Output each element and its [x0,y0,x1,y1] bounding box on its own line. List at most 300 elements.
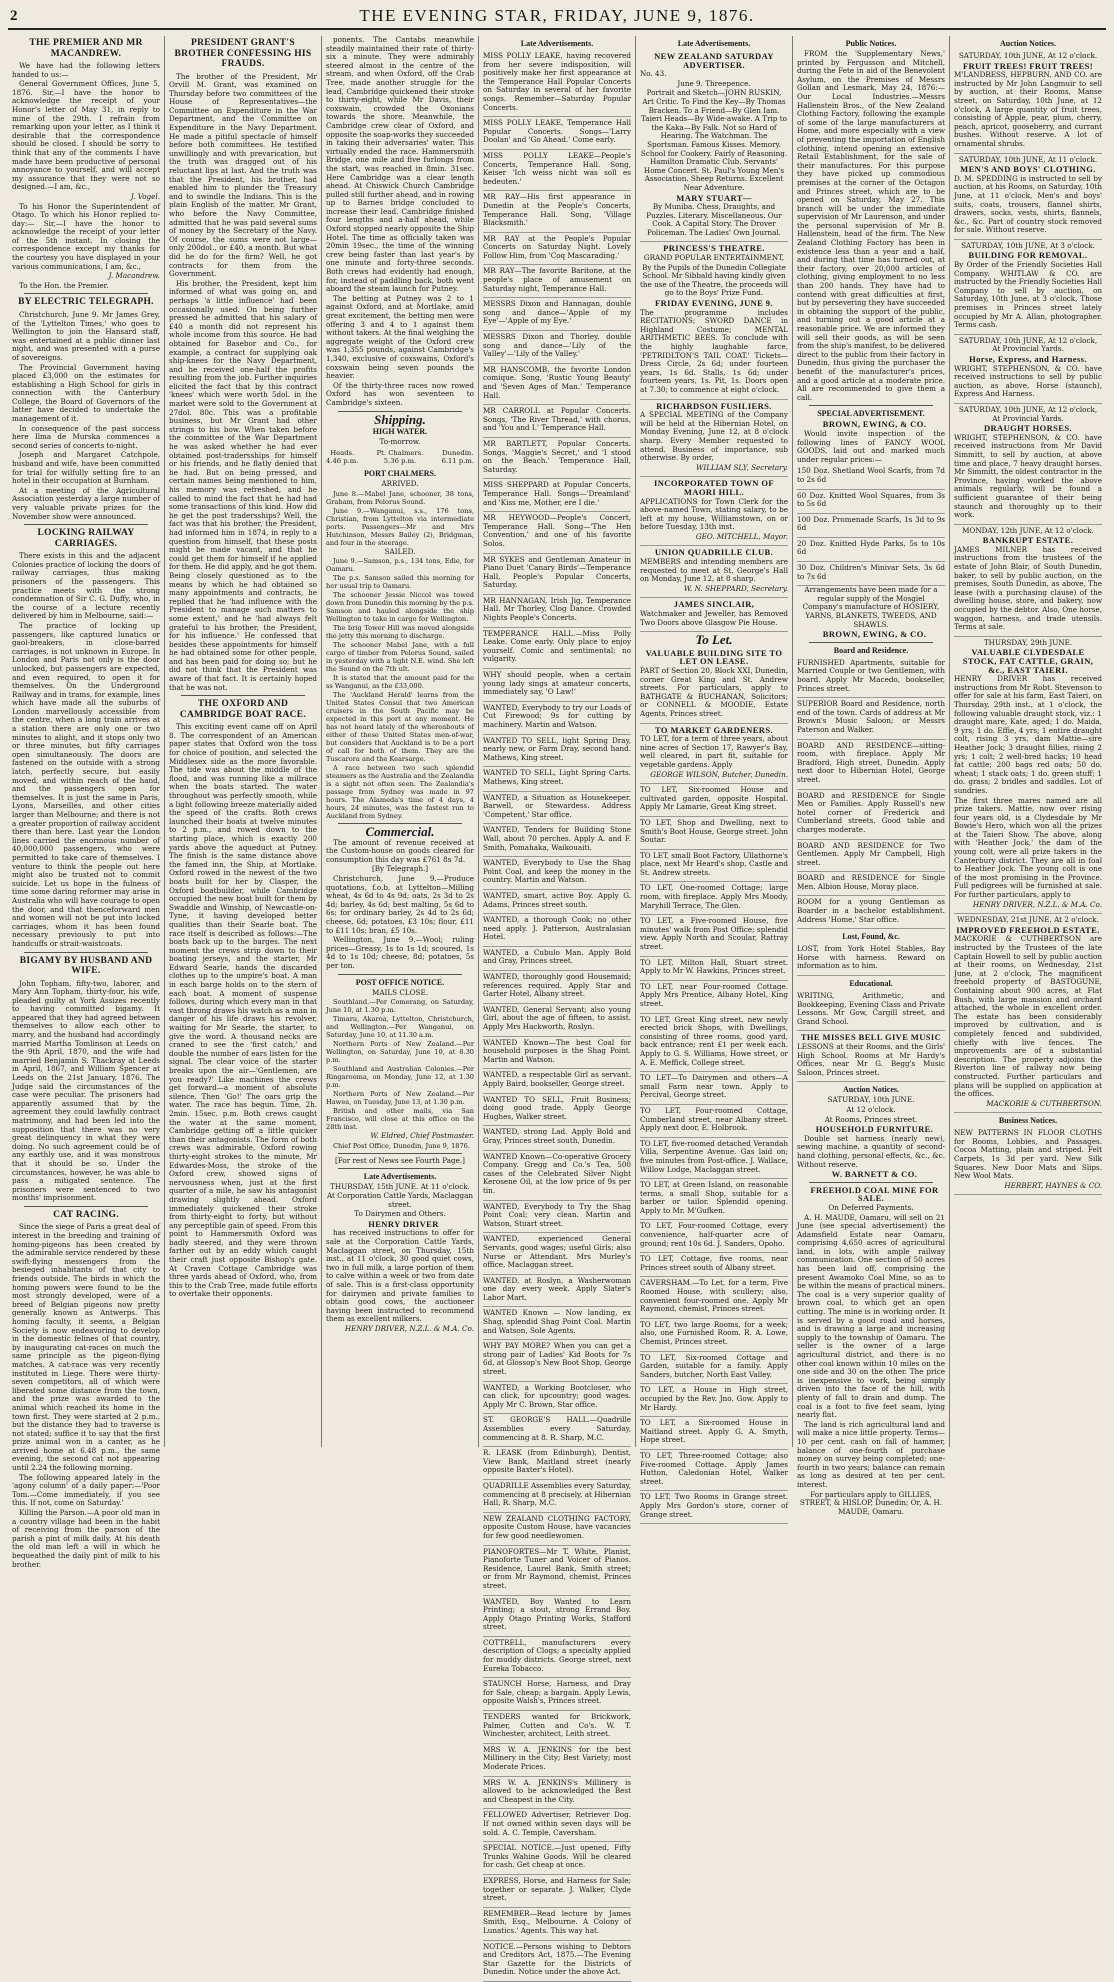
ad-body: MESSRS Dixon and Hannagan, double song and dance—'Apple of my Eye'—'Apple of my Eye.' [483,299,631,326]
paragraph: The practice of locking up passengers, like captured lunatics or gaol-breakers, in close-barred carriages, is not unknown in Europe. In London and Paris not only is the door unlocked, but passengers are expected, and even required, to open it for themselves. On the Underground Railway and in trams, for example, lines which have made all the suburbs of London marvellously accessible from the centre, when a long train arrives at a station there are only one or two minutes to alight, and it stops only two or three minutes, but fifty carriages open simultaneously. The doors are fastened on the outside with a strong latch, perfectly secure, but easily moved, and within reach of the hand, and the passengers open for themselves. It is just the same in Paris, Lyons, Marseilles, and other cities larger than Melbourne; and there is not a greater proportion of railway accident there than here. Last year the London lines carried the enormous number of 40,000,000 passengers, who were permitted to take care of themselves. I venture to think the people out here might also be trusted not to commit suicide. Let us hope in the fulness of time some daring reformer may arise in Australia who will have courage to open the door, and that thenceforward men and women will not be put into locked carriages, whom it has been found necessary previously to put into handcuffs or strait-waistcoats. [12,620,160,948]
ship-news: The p.s. Samson sailed this morning for her usual trip to Oamaru. [326,574,474,591]
ad-freehold [954,914,1102,1113]
subhead-public-notices: Public Notices. [845,39,897,48]
ad-body: LESSONS at their Rooms, and the Girls' High School. Rooms at Mr Hardy's Offices, near Mr G. Begg's Music Saloon, Princes street. [797,1042,945,1077]
ad-number: No. 43. [640,69,667,79]
classified-ad [483,150,631,191]
ad-body: MEMBERS and intending members are requested to meet at St. George's Hall on Monday, June 12, at 8 sharp. [640,557,788,584]
ad-body: TO LET, near Four-roomed Cottage. Apply Mrs Prentice, Albany Hotel, King street. [640,981,788,1008]
mail-notice: Southland.—Per Comerang, on Saturday, June 10, at 1.30 p.m. [326,998,474,1015]
classified-ad [483,702,631,735]
tide-day: To-morrow. [379,437,421,447]
classified-ad [483,595,631,628]
ad-body: ROOM for a young Gentleman as Boarder in a bachelor establishment. Address 'Home,' Star office. [797,897,945,924]
to-let-ad [640,981,788,1014]
ship-news: The schooner Mabel Jane, with a full cargo of timber from Pelorus Sound, sailed in yesterday with a light N.E. wind. She left the Sound on the 7th ult. [326,641,474,674]
wool-goods-item [797,562,945,586]
signature: HENRY DRIVER, N.Z.L. & M.A. Co. [344,1323,474,1333]
classified-ad [483,1596,631,1637]
ad-body: PART of Section 20, Block XXI, Dunedin, corner Great King and St. Andrew streets. For particulars, apply to BATHGATE & BUCHANAN, Solicitors; or CONNELL & MOODIE, Estate Agents, Princes street. [640,666,788,718]
classified-ad [483,265,631,298]
ad-body: WANTED, experienced General Servants, good wages; useful Girls; also Nurse or Attendant. Mrs Murley's office, Maclaggan street. [483,1234,631,1270]
ad-body: A. H. MAUDE, Oamaru, will sell on 21 June (see special advertisement) the Adamsfield Estate near Oamaru, comprising 4,650 acres of agricultural land, in lots, with ample railway communication. One section of 50 acres has been laid off, comprising the present Awamoko Coal Mine, so as to be within the means of practical miners. The coal is a very superior quality of brown coal, to which get an open cutting. The mine is in working order. It is served by a good road and horses, and is drawing a large and increasing supply to the township of Oamaru. The seller is the owner of a large agricultural district, and there is no other coal known within 10 miles on the one side and 30 on the other. The price is inexpensive to work, being simply driven into the face of the hill, with plenty of fall to drain and dump. The coal is a foot to five feet seam, lying nearly flat. [797,1212,945,1420]
subhead-port: PORT CHALMERS. [363,468,437,478]
ad-clydesdale [954,637,1102,914]
ad-body: By the Pupils of the Dunedin Collegiate School. Mr Sibbald having kindly given the use of the Theatre, the proceeds will go to the Boys' Prize Fund. [640,262,788,298]
classified-ad [483,1908,631,1941]
label-mails-close: MAILS CLOSE. [372,987,428,997]
ad-body: MR RAY at the People's Popular Concerts on Saturday Night. Lovely Follow Him, from 'Coq Mascarading.' [483,233,631,260]
news-continued: [For rest of News see Fourth Page.] [335,1155,465,1165]
ad-auctioneer: HENRY DRIVER [368,1218,439,1229]
subhead-business: Business Notices. [998,1116,1058,1126]
classified-ad [483,554,631,595]
to-let-ad [640,1220,788,1253]
ad-body: TO LET, for a term of three years, about nine acres of Section 17, Rawyer's Bay, well cleared, in part fit, suitable for vegetable gardens. Apply [640,734,788,769]
ad-body: WANTED, Tenders for Building Stone Wall, about 70 perches. Apply A. and F. Smith, Pomahaka, Waikouaiti. [483,825,631,852]
ad-body: WANTED, a Situation as Housekeeper. Barwell, or Stewardess. Address 'Competent,' Star office. [483,792,631,819]
ad-body: MISS POLLY LEAKE, having recovered from her severe indisposition, will positively make her first appearance at the Temperance Hall Popular Concerts on Saturday in several of her favorite songs. Remember—Saturday Popular Concerts. [483,51,631,112]
ad-body: For particulars apply to GILLIES, STREET, & HISLOP, Dunedin; Or, A. H. MAUDE, Oamaru. [799,1489,943,1516]
ad-floor-cloths [954,1127,1102,1195]
to-let-ad [640,1319,788,1352]
classified-ad [483,1414,631,1447]
to-let-ad [640,1352,788,1385]
classified-list [483,50,631,1982]
to-let-ad [640,1417,788,1450]
ad-body: SUPERIOR Board and Residence, north end of the town. Cards of address at Mr Brown's Music Saloon; or Messrs Paterson and Walker. [797,699,945,734]
column-7 [950,36,1106,1447]
subhead-special: SPECIAL ADVERTISEMENT. [817,409,925,419]
ad-body: WANTED, Boy Wanted to Learn Printing; a stout, strong Errand Boy. Apply Otago Printing Works, Stafford street. [483,1596,631,1632]
ad-title: HOUSEHOLD FURNITURE. [815,1124,934,1135]
ad-body: MR HANSCOMB, the favorite London comique. Song, 'Rustic Young Beauty' and 'Seven Ages of Man.' Temperance Hall. [483,364,631,400]
ad-date: SATURDAY, 10th JUNE, At 11 o'clock. [958,154,1098,164]
classified-ad [483,1340,631,1381]
ad-body: TENDERS wanted for Brickwork, Palmer, Cutten and Co's. W. T. Winchester, architect, Leith street. [483,1712,631,1739]
ad-sinclair [640,598,788,632]
ad-body: MACKORIE & CUTHBERTSON are instructed by the Trustees of the late Captain Howell to sell by public auction at their rooms, on Wednesday, 21st June, at 2 o'clock, The magnificent freehold property of BASTOGUNE, Containing about 900 acres, at Flat Bush, with large mansion and orchard attached, the whole in excellent order. The estate has been considerably improved by cultivation, and is completely fenced and subdivided, chiefly with live fences. The improvements are of a substantial description. The property adjoins the Riverton line of railway now being constructed. Further particulars and plans will be supplied on application at the offices. [954,934,1102,1099]
subhead-late-ads: Late Advertisements. [677,39,751,48]
ad-body: Would invite inspection of the following lines of FANCY WOOL GOODS, laid out and marked much under regular prices:— [797,428,945,464]
classified-ad [483,1201,631,1234]
ad-body: The first three mares named are all prize takers. Mattie, now over rising four years old, is a Clydesdale by Mr Bowie's Hero, which won all the prizes at the Taieri Show. The above, along with 'Heather Jock,' the dam of the young colt, were all prize takers in the Canterbury district. They are all in foal to Heather Jock. The young colt is one of the most promising in the Province. Full pedigrees will be furnished at sale. For further particulars, apply to [954,795,1102,900]
ad-body: WANTED, a thorough Cook; no other need apply. J. Patterson, Australasian Hotel. [483,915,631,942]
ad-body: TO LET, Shop and Dwelling, next to Smith's Boot House, George street. John Soutar. [640,817,788,845]
paragraph: The amount of revenue received at the Custom-house on goods cleared for consumption this day was £761 8s 7d. [326,837,474,864]
section-shipping: Shipping. [374,411,426,427]
ad-body: The land is rich agricultural land and will make a nice little property. Terms—10 per cent. cash on fall of hammer, balance of one-fourth of purchase money on survey being completed; one-fourth in two years; balance can remain as long as desired at ten per cent. interest. [797,1419,945,1489]
wool-goods-list [797,465,945,586]
paragraph: Joseph and Margaret Catchpole, husband and wife, have been committed for trial for wilfully setting fire to an hotel in their occupation at Burnham. [12,450,160,486]
ad-title: BROWN, EWING, & CO. [822,419,927,430]
headline-grant: PRESIDENT GRANT'S BROTHER CONFESSING HIS FRAUDS. [174,38,312,69]
board-ad [797,740,945,790]
ad-title: PRINCESS'S THEATRE. [663,243,765,254]
ad-body: WANTED, thoroughly good Housemaid; references required. Apply Star and Garter Hotel, Albany street. [483,972,631,999]
ad-body: WANTED, Everybody to Try the Shag Point Coal; very clean. Martin and Watson, Stuart street. [483,1201,631,1228]
classified-ad [483,1941,631,1982]
paragraph: John Topham, fifty-two, laborer, and Mary Ann Topham, thirty-four, his wife, pleaded guilty at York Assizes recently to having committed bigamy. It appeared that they had agreed between themselves to allow each other to marry, and the husband had accordingly married Martha Tomlinson at Leeds on the 9th April, 1870, and the wife had married Benjamin S. Thackray at Leeds in April, 1867, and William Spencer at Leeds on the 21st January, 1876. The Judge said the circumstances of the case were peculiar. The prisoners had apparently assumed that by the agreement they could lawfully contract matrimony, and had been led into the supposition that there was no very great delinquency in what they were doing. No such agreement could be of any earthly use, and it was monstrous that it should be so. Under the circumstances, however, he was able to pass a mitigated sentence. The prisoners were sentenced to two months' imprisonment. [12,978,160,1203]
wool-goods-item [797,490,945,514]
ad-body: TO LET, One-roomed Cottage; large room, with fireplace. Apply Mrs Moody, Maryhill Terrace, The Glen. [640,883,788,910]
ad-body: FURNISHED Apartments, suitable for Married Couple or two Gentlemen, with board. Apply Mr Macedo, bookseller, Princes street. [797,657,945,693]
ad-body: SPECIAL NOTICE.—Just opened, Fifty Trunks Wahine Goods. Will be cleared for cash. Get cheap at once. [483,1843,631,1870]
ad-princess-theatre [640,242,788,399]
classified-ad [483,50,631,117]
subhead-auction: Auction Notices. [1000,39,1056,48]
paragraph: FROM the 'Supplementary News,' printed by Fergusson and Mitchell, during the Fete in aid of the Benevolent Asylum, on the Premises of Messrs Gollan and Lesmark, May 24, 1876:—Our Local Industries.—Messrs Hallenstein Bros., of the New Zealand Clothing Factory, following the example of some of the large manufacturers at Home, and more especially with a view of preventing the importation of English clothing, intend opening an extensive Retail Establishment, for the sale of their manufactures. For this purpose they have picked up commodious premises at the corner of the Octagon and Princes street, which are to be opened on Saturday, May 27. This branch will be under the immediate supervision of Mr Laurenson, and under the personal supervision of Mr B. Hallenstein, head of the firm. The New Zealand Clothing Factory has been in existence less than a year and a half, and during that time has turned out, at their factory, over 20,000 articles of clothing, giving employment to no less than 200 hands. They have had to contend with great difficulties at first, but by persevering they have succeeded in obtaining the support of the public, and turning out a good article at a reasonable price. We are informed they will sell their goods, as will be seen from the ship's manifest, to be delivered direct to the public from their factory in Dunedin, thus giving the purchaser the benefit of the manufacturer's prices, and a good article at a moderate price. All are recommended to give them a call. [797,49,945,402]
board-list [797,657,945,929]
ad-body: NOTICE.—Persons wishing to Debtors and Creditors Act, 1875.—The Evening Star Gazette for the Districts of Dunedin. Notice under the above Act. [483,1941,631,1977]
to-let-ad [640,1277,788,1318]
ad-body: TO LET, a House in High street, occupied by the Rev. Jno. Gow. Apply to Mr Hardy. [640,1385,788,1412]
classified-ad [483,233,631,266]
signature: HERBERT, HAYNES & CO. [1004,1180,1102,1190]
column-5 [636,36,793,1519]
subhead-auction: Auction Notices. [843,1085,899,1095]
classified-ad [483,405,631,438]
ad-body: The programme includes RECITATIONS; SWORD DANCE in Highland Costume; MENTAL ARITHMETIC BEES. To conclude with the highly laughable farce, 'PETRIDLTON'S TAIL COAT.' Tickets—Dress Circle, 2s 6d; under fourteen years, 1s 6d. Stalls, 1s 6d; under fourteen years, 1s. Pit, 1s. Doors open at 7.30; to commence at eight o'clock. [640,307,788,394]
ad-title: FREEHOLD COAL MINE FOR SALE. [810,1184,939,1204]
section-commercial: Commercial. [365,824,435,840]
ad-body: COTTRELL, manufacturers every description of Clogs; a specialty applied for muddy districts. George street, next Eureka Tobacco. [483,1637,631,1673]
classified-ad [483,1275,631,1308]
classified-ad [483,1126,631,1150]
ad-fusiliers [640,400,788,478]
to-let-ad [640,1450,788,1491]
ad-date: THURSDAY, 29th JUNE. [983,637,1073,647]
ad-body: M'LANDRESS, HEPBURN, AND CO. are instructed by Mr John Langmuir to sell by auction, at their Rooms, Manse street, on Saturday, 10th June, at 12 o'clock, A large quantity of fruit trees, consisting of Apple, pear, plum, cherry, peach, apricot, gooseberry, and currant bushes. Without reserve. A lot of ornamental shrubs. [954,70,1102,148]
wool-goods-item [797,514,945,538]
columns [8,35,1106,1977]
divider [181,695,305,696]
ad-body: BOARD AND RESIDENCE—sitting-room, with fireplace. Apply Mr Bradford, High street, Dunedin. Apply next door to Hibernian Hotel, George street. [797,740,945,784]
to-let-ad [640,882,788,915]
ad-body: MISS POLLY LEAKE, Temperance Hall Popular Concerts. Songs—'Larry Doolan' and 'Go Ahead.' Come early. [483,118,631,145]
tide-dunedin: Dunedin. 6.11 p.m. [441,448,474,466]
classified-ad [483,971,631,1004]
ad-title: FRUIT TREES! FRUIT TREES! [962,60,1094,71]
classified-ad [483,298,631,331]
paragraph: Wellington, June 9.—Wool; ruling prices—Greasy, 1s to 1s 1d; scoured, 1s 4d to 1s 10d; cheese, 8d; potatoes, 5s per ton. [326,935,474,970]
ad-body: D. M. SPEDDING is instructed to sell by auction, at his Rooms, on Saturday, 10th June, at 11 o'clock, Men's and boys' suits, coats, trousers, flannel shirts, drawers, socks, vests, shirts, flannels, &c., &c. Part of country stock removed for sale. Without reserve. [954,173,1102,235]
ad-body: MRS W. A. JENKINS's Millinery is allowed to be acknowledged the Best and Cheapest in the City. [483,1777,631,1804]
mail-notice: Northern Ports of New Zealand.—Per Wellington, on Saturday, June 10, at 8.30 p.m. [326,1040,474,1065]
ad-body: QUADRILLE Assemblies every Saturday, commencing at 8 precisely, at Hibernian Hall, R. Sharp, M.C. [483,1480,631,1508]
ad-body: MR CARROLL at Popular Concerts. Songs, 'The River Thread,' with chorus, and 'You and I.' Temperance Hall. [483,406,631,433]
ad-date: SATURDAY, 10th JUNE, At 3 o'clock. [961,240,1095,250]
ad-writing [797,990,945,1031]
ad-title: NEW ZEALAND SATURDAY ADVERTISER. [654,51,774,70]
ad-date: SATURDAY, 10th JUNE, At 12 o'clock, At Provincial Yards. [958,404,1098,423]
to-let-list [640,784,788,1524]
signature: W. N. SHEPPARD, Secretary. [683,583,788,593]
ad-title: RICHARDSON FUSILIERS. [656,400,772,411]
ad-body: WANTED, Everybody to Use the Shag Point Coal, and keep the money in the country. Martin and Watson. [483,858,631,885]
ad-title: VALUABLE CLYDESDALE STOCK, FAT CATTLE, GRAIN, &c., EAST TAIERI. [962,647,1094,675]
paragraph: To the Hon. the Premier. [19,280,109,290]
classified-ad [483,1875,631,1908]
tide-port-chalmers: Pt. Chalmers. 5.36 p.m. [376,448,424,466]
ad-quadrille-club [640,546,788,598]
headline-boat-race: THE OXFORD AND CAMBRIDGE BOAT RACE. [179,699,307,720]
ad-body: WANTED, Everybody to try our Loads of Cut Firewood; 9s for cutting by machinery. Martin and Watson. [483,702,631,729]
ad-body: 100 Doz. Promenade Scarfs, 1s 3d to 9s 6d [797,514,945,533]
classified-ad [483,947,631,971]
column-6 [793,36,950,1516]
classified-ad [483,479,631,512]
ad-body: WANTED, General Servant; also young Girl, about the age of fifteen, to assist. Apply Mrs Hackworth, Roslyn. [483,1004,631,1032]
headline-bigamy: BIGAMY BY HUSBAND AND WIFE. [19,955,153,976]
column-1 [8,36,165,1569]
board-ad [797,698,945,739]
paragraph: There exists in this and the adjacent Colonies practice of locking the doors of railway carriages, thus making prisoners of the passengers. This practice meets with the strong condemnation of Sir C. G. Duffy, who, in the course of a lecture recently delivered by him in Melbourne, said:— [12,551,160,621]
divider [338,1168,462,1169]
ship-news: The 'Auckland Herald' learns from the United States Consul that two American cruisers in the South Pacific may be expected in this port at any moment. He has not heard lately of the whereabouts of either of these United States men-of-war, but considers that Auckland is to be a port of call for both of them. They are the Tuscarora and the Kearsarge. [326,691,474,764]
ad-fruit-trees [954,50,1102,154]
classified-ad [483,1094,631,1127]
ad-body: TO LET, two large Rooms, for a week; also, one Furnished Room. R. A. Lowe, Chemist, Princes street. [640,1319,788,1346]
ad-title: DRAUGHT HORSES. [983,423,1073,434]
ad-body: MR HANNAGAN, Irish Jig, Temperance Hall. Mr Thorley, Clog Dance. Crowded Nights People's Concerts. [483,595,631,623]
headline-telegraph: BY ELECTRIC TELEGRAPH. [18,297,154,308]
ad-title: MEN'S AND BOYS' CLOTHING. [960,164,1096,175]
classified-ad [483,792,631,825]
signature: MACKORIE & CUTHBERTSON. [986,1098,1102,1108]
paragraph: At a meeting of the Agricultural Association yesterday a large number of very valuable private prizes for the November show were announced. [12,485,160,521]
masthead [8,6,1106,30]
ship-news: It is stated that the amount paid for the ss Wanganui, as the £33,000. [326,674,474,691]
ad-body: Double set harness (nearly new), sewing machine, a quantity of second-hand clothing, personal effects, &c., &c. Without reserve. [797,1133,945,1169]
subhead-educational: Educational. [849,979,893,989]
ad-body: REMEMBER—Read lecture by James Smith, Esq., Melbourne. A Colony of Lunatics.' Agents. This way hat. [483,1908,631,1935]
classified-ad [483,1069,631,1093]
ad-body: NEW ZEALAND CLOTHING FACTORY, opposite Custom House, have vacancies for few good needlewomen. [483,1513,631,1540]
ad-body: TO LET, Great King street, new newly erected brick Shops, with Dwellings, consisting of three rooms, good yard, back entrance; rent £1 per week each. Apply to G. S. Williams, Howe street, or A. E. Meffick, College street. [640,1014,788,1067]
ad-body: TEMPERANCE HALL.—Miss Polly Leake. Come early. Only place to enjoy yourself. Comic and sentimental; no vulgarity. [483,628,631,664]
ad-body: HENRY DRIVER has received instructions from Mr Robt. Stevenson to offer for sale at his farm, East Taieri, on Thursday, 29th inst., at 1 o'clock, the following valuable draught stock, viz.: 1 draught mare, Kate, aged; 1 do. Maida, 9 yrs; 1 do. Effie, 4 yrs; 1 entire draught colt, rising 3 yrs, dam Mattie—sire Heather Jock; 3 draught fillies, rising 2 yrs; 1 colt; 2 well-bred hacks; 10 head fat cattle; 200 bags red oats; 50 do. wheat; 1 stack oats; 1 do. green stuff; 1 do. grass; 2 bridles and saddles. Lot of sundries. [954,674,1102,795]
classified-ad [483,914,631,947]
ad-subtitle: GRAND POPULAR ENTERTAINMENT, [643,253,785,263]
ad-bankrupt-estate [954,525,1102,637]
ad-lost [797,943,945,976]
classified-ad [483,1233,631,1274]
ad-body: STAUNCH Horse, Harness, and Dray for Sale, cheap; a bargain. Apply Lewis, opposite Walsh's, Princes street. [483,1679,631,1706]
paragraph: In consequence of the past success here Ilma de Murska commences a second series of concerts to-night. [12,423,160,450]
ad-body: BOARD AND RESIDENCE for Two Gentlemen. Apply Mr Campbell, High street. [797,840,945,867]
ad-body: WANTED TO SELL, light Spring Dray, nearly new, or Farm Dray, second hand. Mathews, King street. [483,735,631,762]
headline-cat-racing: CAT RACING. [53,1209,119,1220]
ad-body: 20 Doz. Knitted Hyde Parks, 5s to 10s 6d [797,538,945,557]
ad-body: TO LET, Cottage, five rooms, near Princes street south of Albany street. [640,1254,788,1272]
ad-body: MR RAY—The favorite Baritone, at the people's place of amusement on Saturday night, Temperance Hall. [483,266,631,293]
to-let-ad [640,957,788,981]
ad-body: TO LET, Milton Hall, Stuart street. Apply to Mr W. Hawkins, Princes street. [640,957,788,976]
ad-body: CAVERSHAM.—To Let, for a term, Five Roomed House, with scullery; also, convenient four-roomed one. Apply Mr Raymond, chemist, Princes street. [640,1278,788,1314]
ad-body: WHY PAY MORE? When you can get a strong pair of Ladies' Kid Boots for 7s 6d, at Glossop's New Boot Shop, George street. [483,1341,631,1377]
ad-body: TO LET—To Dairymen and others—A small Farm near town. Apply to Percival, George street. [640,1073,788,1100]
classified-ad [483,331,631,364]
mail-notice: Northern Ports of New Zealand.—Per Hawea, on Tuesday, June 13, at 1.30 p.m. [326,1090,474,1107]
board-ad [797,657,945,698]
ad-title: JAMES SINCLAIR, [673,599,755,610]
signature: J. Macandrew. [108,271,160,281]
ad-body: WANTED, a respectable Girl as servant. Apply Baird, bookseller, George street. [483,1070,631,1088]
divider [24,1206,148,1207]
paragraph: Christchurch, June 9.—Produce quotations, f.o.b. at Lyttelton—Milling wheat, 4s 6d to 4s 9d; oats, 2s 3d to 2s 4d; barley, 4s 6d; best malting, 5s 6d to 6s; for ordinary barley, 2s 4d to 2s 6d; cheese, 6d; potatoes, £3 10s; flour, £11 to £11 10s; bran, £5 10s. [326,874,474,935]
mail-notice: Southland and Australian Colonies.—Per Ringarooma, on Monday, June 12, at 1.30 p.m. [326,1065,474,1090]
classified-ad [483,1037,631,1070]
wool-goods-item [797,465,945,489]
ad-body: Portrait and Sketch—JOHN RUSKIN, Art Critic. To Find the Key—By Thomas Bracken. To a Friend—By Glen Iam. Taieri Heads—By Wide-awake. A Trip to the Kaka—By Falk. Not so Hard of Hearing. The Watchman. The Sportsman. Famous Kisses. Memory. School for Cookery. Fairly of Reasoning. Hamilton Dramatic Club. Servants' Home Concert. St. Paul's Young Men's Association. Sheep Returns. Excellent Near Adventure. [640,88,788,192]
subhead-late-ads: Late Advertisements. [520,39,594,48]
column-3 [322,36,479,1447]
classified-ad [483,1447,631,1480]
ship-news: A race between two such splendid steamers as the Australia and the Zealandia is a sight not often seen. The Zealandia's passage from Sydney was made in 97 hours. The Alameda's time of 4 days, 4 hours, 24 minutes, was the fastest run to Auckland from Sydney. [326,764,474,821]
mail-notice: British and other mails, via San Francisco, will close at this office on the 28th inst. [326,1107,474,1132]
ad-title: BANKRUPT ESTATE. [982,535,1074,546]
ad-body: WANTED, a Cubulo Man. Apply Bold and Gray, Princes street. [483,947,631,966]
ad-horse-express [954,335,1102,404]
paragraph: Of the thirty-three races now rowed Oxford has won seventeen to Cambridge's sixteen. [326,380,474,407]
ad-date: THURSDAY, 15th JUNE. At 11 o'clock. At Corporation Cattle Yards, Maclaggan street. [326,1182,474,1209]
ad-date: FRIDAY EVENING, JUNE 9. [655,298,773,309]
ad-title: VALUABLE BUILDING SITE TO LET ON LEASE. [645,647,783,667]
ad-body: 30 Doz. Children's Minivar Sets, 3s 6d to 7s 6d [797,563,945,581]
ad-body: WANTED, smart, active Boy. Apply G. Adams, Princes street south. [483,890,631,909]
ad-title: IMPROVED FREEHOLD ESTATE. [956,924,1100,935]
classified-ad [483,1307,631,1340]
ad-body: WANTED, strong Lad. Apply Bold and Gray, Princes street south, Dunedin. [483,1127,631,1145]
classified-ad [483,1480,631,1513]
paragraph: Killing the Parson.—A poor old man in a country village had been in the habit of receiving from the parson of the parish a pint of milk daily. At his death the old man left a will in which he bequeathed the daily pint of milk to his brother. [12,1508,160,1569]
ad-body: By Order of the Friendly Societies Hall Company. WHITLAW & CO. are instructed by the Friendly Societies Hall Company to sell by auction, on Saturday, 10th June, at 3 o'clock, Those premises in Princes street lately occupied by Mr A. Allan, photographer. Terms cash. [954,260,1102,330]
paragraph: This exciting event came off on April 8. The correspondent of an American paper states that Oxford won the toss for choice of position, and selected the Middlesex side as the more favorable. The tide was about the middle of the flood, and was running like a millrace when the boats started. The water throughout was perfectly smooth, while a light following breeze materially aided the speed of the crafts. Both crews launched their boats at twelve minutes to 2 p.m., and rowed down to the starting place, which is exactly 200 yards above the aqueduct at Putney. The finish is the same distance above the famed inn, the Ship, at Mortlake. Oxford rowed in the newest of the two boats built for her by Clasper, the Oxford boatbuilder, while Cambridge occupied the new boat built for them by Swaddle and Winship, of Newcastle-on-Tyne, it having developed better qualities than their Searle boat. The race itself is described as follows:—The boats back up to the barges. The next moment the crews strip down to their boating jerseys, and the starter, Mr Edward Searle, hands the discarded clothes up to the umpire's boat. A man in each barge holds on to the stern of each boat. A moment of suspense follows, during which every man in that vast throng draws his watch as a man in danger of his life draws his revolver, waiting for Mr Searle, the starter, to give the word. A thousand necks are craned to see the 'first catch,' and double the number of ears listen for the signal. The clear voice of the starter breaks upon the air—'Gentlemen, are you ready?' Like machines the crews get forward—a moment of absolute silence. Then 'Go!' The oars grip the water. The race has begun. Time, 2h. 2min. 15sec. p.m. Both crews caught the water at the same moment, Cambridge getting off a little quicker than their antagonists. The form of both crews was admirable, Oxford rowing thirty-eight strokes to the minute, Mr Edwardes-Moss, the stroke of the Oxford crew, showed signs of nervousness when, just at the first quarter of a mile, he saw his antagonist drawing slightly ahead. Oxford immediately quickened their stroke from thirty-eight to forty, but without any perceptible gain of speed. From this point to Hammersmith Oxford was badly steered, and they were thrown farther out by an eddy which caught their craft just opposite Bishop's gate. At Craven Cottage Cambridge was three yards ahead of Oxford, who, from this to the Crab Tree, made futile efforts to overtake their opponents. [169,722,318,1299]
to-let-ad [640,1138,788,1179]
ad-body: WANTED TO SELL, Light Spring Carts. Mathews, King street. [483,768,631,786]
classified-ad [483,1004,631,1037]
classified-ad [483,191,631,232]
subhead-late-ads: Late Advertisements. [363,1172,437,1182]
section-to-let: To Let. [695,632,733,648]
to-let-ad [640,1072,788,1105]
subhead-post-office: POST OFFICE NOTICE. [355,977,445,987]
ad-body: WRIGHT, STEPHENSON, & CO. have received instructions from Mr David Simmitt, to sell by auction, at above time and place, 7 heavy draught horses. Mr Simmitt, the oldest contractor in the Province, having worked the above animals regularly, will be found a sufficient guarantee of their being staunch and thoroughly up to their work. [954,432,1102,520]
ad-title: MARY STUART— [676,192,752,203]
ad-body: TO LET, Two Rooms in Grange street. Apply Mrs Gordon's store, corner of Grange street. [640,1492,788,1519]
ad-body: MISS POLLY LEAKE—People's Concerts, Temperance Hall. Song, Keiser 'Ich weiss nicht was soll es bedeuten.' [483,150,631,186]
ad-body: WANTED Known — Now landing, ex Shag, splendid Shag Point Coal. Martin and Watson, Sole Agents. [483,1308,631,1335]
ad-body: WHY should people, when a certain young lady sings at amateur concerts, immediately say, 'O Law!' [483,670,631,697]
arrival: June 9.—Wanganui, s.s., 176 tons, Christian, from Lyttelton via intermediate ports. Passengers—Mr and Mrs Hutchinson, Messrs Bailey (2), Bridgman, and four in the steerage. [326,506,474,547]
paragraph: To his Honor the Superintendent of Otago. To which his Honor replied to-day:— Sir,—I have the honor to acknowledge the receipt of your letter of the 5th instant. In closing the correspondence except my thanks for the courtesy you have displayed in your various communications, I am, &c., [12,201,160,271]
subhead-board: Board and Residence. [833,645,909,655]
subhead-high-water: HIGH WATER. [372,427,428,437]
ad-subtitle: To Dairymen and Others. [354,1209,446,1219]
signature: WILLIAM SLY, Secretary. [696,462,788,472]
signature: GEO. MITCHELL, Mayor. [695,531,788,541]
wool-goods-item [797,538,945,562]
ad-body: TO LET, Six-roomed House and cultivated garden, opposite Hospital. Apply Mr Lamarie, Great King street. [640,785,788,812]
ad-place: At Rooms, Princes street. [824,1114,918,1124]
ad-body: APPLICATIONS for Town Clerk for the above-named Town, stating salary, to be left at my house, Williamstown, on or before Tuesday, 13th inst. [640,496,788,532]
ad-body: MR HEYWOOD—People's Concert, Temperance Hall. Song—'The Hen Convention,' and one of his favorite Solos. [483,513,631,548]
ad-body: BOARD and RESIDENCE for Single Men or Families. Apply Russell's new hotel corner of Frederick and Cumberland streets. Good table and charges moderate. [797,790,945,834]
signature: W. Eldred, Chief Postmaster. [370,1131,474,1141]
classified-ad [483,1744,631,1777]
classified-ad [483,735,631,768]
arrival: June 8.—Mabel Jane, schooner, 38 tons, Graham, from Pelorus Sound. [326,489,474,506]
ship-news: The brig Tower Hill was moved alongside the jetty this morning to discharge. [326,624,474,641]
ad-body: MR RAY—His first appearance in Dunedin at the People's Concerts, Temperance Hall. Song, 'Village Blacksmith.' [483,192,631,228]
classified-ad [483,1711,631,1744]
ad-body: 150 Doz. Shetland Wool Scarfs, from 7d to 2s 6d [797,466,945,484]
ad-body: Watchmaker and Jeweller, has Removed Two Doors above Glasgow Pie House. [640,609,788,627]
ad-title: THE MISSES BELL GIVE MUSIC [800,1032,942,1043]
divider [24,952,148,953]
classified-ad [483,1513,631,1546]
divider [809,405,933,406]
divider [24,293,148,294]
ad-maori-hill [640,477,788,546]
ad-body: TO LET, a Five-roomed House, five minutes' walk from Post Office; splendid view. Apply North and Scoular, Rattray street. [640,916,788,952]
ad-signature: BROWN, EWING, & CO. [822,629,927,640]
classified-ad [483,1382,631,1415]
paragraph: ponents. The Cantabs meanwhile steadily maintained their rate of thirty-six a minute. They were admirably steered almost in the centre of the stream, and when Oxford, off the Crab Tree, made another struggle for the lead, Cambridge quickened their stroke to thirty-eight, while Mr Davis, their coxswain, crowded the Oxonians towards the shore. Meanwhile, the Cambridge crew clear of Oxford, and opposite the soap-works they succeeded in taking their adversaries' water. This virtually ended the race. Hammersmith Bridge, one mile and five furlongs from the start, was reached in 8min. 31sec. Here Cambridge was a clear length ahead. At Chiswick Church Cambridge pulled still further ahead, and in rowing up to Barnes bridge concluded to increase their lead. Cambridge finished four lengths and a-half ahead, while Oxford stopped nearly opposite the Ship Hotel. The time as officially taken was 20min 19sec., the time of the winning crew being faster than last year's by one minute and forty-three seconds. Both crews had evidently had enough, for, instead of paddling back, both went aboard the steam launch for Putney. [326,35,474,294]
ad-body: EXPRESS, Horse, and Harness for Sale; together or separate. J. Walker, Clyde street. [483,1875,631,1903]
ad-title: TO MARKET GARDENERS. [655,724,773,735]
ad-body: TO LET, a Six-roomed House in Maitland street. Apply G. A. Smyth, Hope street. [640,1418,788,1445]
ad-body: TO LET, Four-roomed Cottage, every convenience, half-quarter acre of ground; rent 10s 6d. J. Sanders, Opoho. [640,1221,788,1248]
classified-ad [483,1546,631,1596]
classified-ad [483,628,631,669]
ad-body: FELLOWED Advertiser, Retriever Dog. If not owned within seven days will be sold. A. C. Temple, Caversham. [483,1810,631,1837]
ad-date: June 9. Threepence. [677,78,751,88]
board-ad [797,790,945,840]
label-arrived: ARRIVED. [381,478,419,488]
ad-draught-horses [954,404,1102,525]
ad-body: TO LET, Four-roomed Cottage, Cumberland street, near Albany street. Apply next door, E. Holbrook. [640,1105,788,1133]
ad-body: TO LET, five-roomed detached Verandah Villa, Serpentine Avenue. Gas laid on; five minutes from Post-office. J. Wallace, Willow Lodge, Maclaggan street. [640,1138,788,1174]
subhead-lost: Lost, Found, &c. [842,932,900,942]
paragraph: The brother of the President, Mr Orvill M. Grant, was examined on Thursday before two committees of the House of Representatives—the Committee on Expenditure in the War Department, and the Committee on Expenditure in the Navy Department. He made a pitiful spectacle of himself before both committees. He testified unwillingly and with prevarication, but the truth was dragged out of his reluctant lips at last. And the truth was that the President, his brother, had enabled him to plunder the Treasury and to swindle the Indians. This is the plain English of the matter. Mr Grant, who before the Navy Committee, admitted that he was paid several sums of money by the Secretary of the Navy. Of course, the sums were not large—only 200dol., or £40, a month. But what did he do for the firm? Well, he got contracts for them from the Government. [169,71,317,279]
paragraph: We have had the following letters handed to us:— [12,61,160,79]
signature: HENRY DRIVER, N.Z.L. & M.A. Co. [972,899,1102,909]
ad-body: MR SYKES and Gentleman Amateur in Piano Duet 'Canary Birds'—Temperance Hall, People's Popular Concerts, Saturday. [483,554,631,590]
ad-title: UNION QUADRILLE CLUB. [654,547,774,558]
page-title: THE EVENING STAR, FRIDAY, JUNE 9, 1876. [359,6,755,25]
ad-title: BUILDING FOR REMOVAL. [968,250,1088,261]
classified-ad [483,1678,631,1711]
tide-heads: Heads. 4.46 p.m. [326,448,359,466]
to-let-ad [640,915,788,956]
ad-body: Arrangements have been made for a regular supply of the Mosgiel Company's manufacture of HOSIERY, YARNS, BLANKETS, TWEEDS, AND SHAWLS. [802,585,940,629]
board-ad [797,872,945,896]
ad-signature: W. BARNETT & CO. [831,1169,918,1180]
classified-ad [483,364,631,405]
ad-body: TO LET, Three-roomed Cottage; also Five-roomed Cottage. Apply James Hutton, Caledonian Hotel, Walker street. [640,1450,788,1486]
paragraph: General Government Offices, June 5, 1876. Sir,—I have the honor to acknowledge the receipt of your Honor's letter of May 31, in reply to mine of the 29th. I refrain from remarking upon your letter, as I think it desirable that the correspondence should be closed. I should be sorry to think that any of the comments I have made have been productive of personal annoyance to yourself, and will accept my assurance that they were not so designed.—I am, &c., [12,79,160,192]
to-let-ad [640,1491,788,1524]
classified-ad [483,857,631,890]
ad-body: WRITING, Arithmetic, and Bookkeeping, Evening Class and Private Lessons. Mr Gow, Cargill street, and Grand School. [797,991,945,1026]
ad-body: MESSRS Dixon and Thorley, double song and dance—'Lily of the Valley'—'Lily of the Valley.' [483,332,631,359]
classified-ad [483,438,631,479]
to-let-ad [640,1179,788,1220]
ad-body: WANTED, a Working Bootcloser, who can click, for upcountry; good wages. Apply Mr C. Brown, Star office. [483,1382,631,1409]
column-4 [479,36,636,1977]
